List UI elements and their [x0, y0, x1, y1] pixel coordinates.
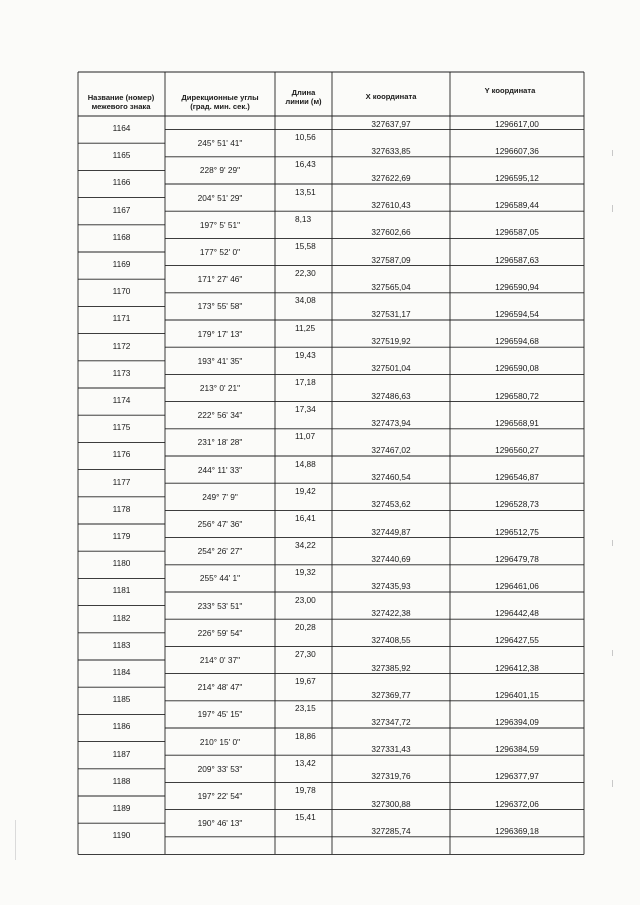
- x-coordinate-cell: 327449,87: [371, 526, 411, 537]
- x-coordinate-cell: 327440,69: [371, 553, 411, 564]
- point-name-cell: 1186: [112, 721, 131, 732]
- x-coordinate-cell: 327460,54: [371, 472, 411, 483]
- line-length-cell: 19,43: [295, 349, 316, 360]
- direction-angle-cell: 255° 44' 1": [199, 573, 241, 584]
- y-coordinate-cell: 1296377,97: [495, 771, 539, 782]
- direction-angle-cell: 209° 33' 53": [197, 763, 243, 774]
- point-name-cell: 1168: [112, 231, 131, 242]
- line-length-cell: 34,22: [295, 540, 316, 551]
- point-name-cell: 1187: [112, 748, 131, 759]
- x-coordinate-cell: 327602,66: [371, 227, 411, 238]
- y-coordinate-cell: 1296461,06: [495, 581, 539, 591]
- direction-angle-cell: 171° 27' 46": [197, 274, 243, 285]
- x-coordinate-cell: 327501,04: [371, 363, 411, 374]
- x-coordinate-cell: 327347,72: [371, 717, 411, 727]
- point-name-cell: 1179: [112, 531, 131, 541]
- direction-angle-cell: 210° 15' 0": [199, 736, 241, 747]
- scan-mark: [612, 540, 613, 546]
- line-length-cell: 14,88: [295, 458, 316, 469]
- point-name-cell: 1181: [112, 585, 131, 596]
- point-name-cell: 1175: [112, 422, 131, 433]
- scan-mark: [612, 780, 613, 787]
- x-coordinate-cell: 327435,93: [371, 581, 411, 591]
- y-coordinate-cell: 1296594,54: [495, 309, 539, 319]
- direction-angle-cell: 213° 0' 21": [199, 383, 241, 393]
- direction-angle-cell: 233° 53' 51": [197, 600, 243, 611]
- header-x: X координата: [365, 92, 417, 101]
- header-y: Y координата: [484, 86, 536, 95]
- line-length-cell: 16,43: [295, 159, 316, 170]
- header-angle: Дирекционные углы (град. мин. сек.): [181, 93, 259, 112]
- direction-angle-cell: 214° 48' 47": [197, 682, 243, 693]
- point-name-cell: 1182: [112, 612, 131, 623]
- point-name-cell: 1178: [112, 503, 131, 514]
- direction-angle-cell: 249° 7' 9": [202, 491, 238, 502]
- line-length-cell: 23,00: [295, 594, 316, 605]
- point-name-cell: 1164: [112, 123, 131, 133]
- direction-angle-cell: 245° 51' 41": [197, 138, 243, 149]
- x-coordinate-cell: 327385,92: [371, 662, 411, 673]
- direction-angle-cell: 179° 17' 13": [197, 328, 243, 339]
- line-length-cell: 15,58: [295, 241, 316, 251]
- y-coordinate-cell: 1296401,15: [495, 689, 539, 700]
- direction-angle-cell: 231° 18' 28": [197, 437, 243, 448]
- x-coordinate-cell: 327519,92: [371, 336, 411, 347]
- point-name-cell: 1190: [112, 830, 131, 841]
- point-name-cell: 1189: [112, 803, 131, 813]
- point-name-cell: 1170: [112, 286, 131, 297]
- point-name-cell: 1177: [112, 476, 131, 487]
- x-coordinate-cell: 327422,38: [371, 608, 411, 619]
- direction-angle-cell: 256° 47' 36": [197, 519, 243, 529]
- y-coordinate-cell: 1296394,09: [495, 717, 539, 727]
- y-coordinate-cell: 1296587,63: [495, 254, 539, 265]
- x-coordinate-cell: 327408,55: [371, 635, 411, 646]
- x-coordinate-cell: 327331,43: [371, 744, 411, 755]
- scan-mark: [15, 820, 16, 860]
- line-length-cell: 23,15: [295, 703, 316, 714]
- x-coordinate-cell: 327637,97: [371, 118, 411, 129]
- direction-angle-cell: 214° 0' 37": [199, 655, 241, 665]
- line-length-cell: 13,42: [295, 757, 316, 768]
- y-coordinate-cell: 1296568,91: [495, 417, 539, 428]
- x-coordinate-cell: 327610,43: [371, 200, 411, 211]
- y-coordinate-cell: 1296369,18: [495, 825, 539, 836]
- line-length-cell: 19,32: [295, 567, 316, 578]
- direction-angle-cell: 254° 26' 27": [197, 546, 243, 557]
- line-length-cell: 13,51: [295, 186, 316, 197]
- y-coordinate-cell: 1296528,73: [495, 499, 539, 510]
- point-name-cell: 1173: [112, 367, 131, 378]
- direction-angle-cell: 177° 52' 0": [199, 247, 241, 257]
- point-name-cell: 1176: [112, 449, 131, 460]
- y-coordinate-cell: 1296427,55: [495, 635, 539, 646]
- direction-angle-cell: 226° 59' 54": [197, 627, 243, 638]
- y-coordinate-cell: 1296589,44: [495, 200, 539, 211]
- x-coordinate-cell: 327319,76: [371, 771, 411, 782]
- point-name-cell: 1184: [112, 667, 131, 677]
- point-name-cell: 1166: [112, 177, 131, 188]
- y-coordinate-cell: 1296587,05: [495, 227, 539, 238]
- point-name-cell: 1174: [112, 395, 131, 405]
- direction-angle-cell: 173° 55' 58": [197, 301, 243, 312]
- line-length-cell: 27,30: [295, 649, 316, 659]
- y-coordinate-cell: 1296512,75: [495, 526, 539, 537]
- x-coordinate-cell: 327531,17: [371, 309, 411, 319]
- direction-angle-cell: 197° 45' 15": [197, 709, 243, 720]
- line-length-cell: 17,34: [295, 404, 316, 415]
- x-coordinate-cell: 327473,94: [371, 417, 411, 428]
- x-coordinate-cell: 327565,04: [371, 281, 411, 292]
- x-coordinate-cell: 327486,63: [371, 390, 411, 401]
- y-coordinate-cell: 1296546,87: [495, 472, 539, 483]
- x-coordinate-cell: 327467,02: [371, 445, 411, 455]
- y-coordinate-cell: 1296384,59: [495, 744, 539, 755]
- point-name-cell: 1185: [112, 694, 131, 705]
- point-name-cell: 1169: [112, 259, 131, 269]
- line-length-cell: 18,86: [295, 730, 316, 741]
- line-length-cell: 10,56: [295, 132, 316, 143]
- y-coordinate-cell: 1296442,48: [495, 608, 539, 619]
- x-coordinate-cell: 327633,85: [371, 145, 411, 156]
- line-length-cell: 11,25: [295, 322, 316, 333]
- line-length-cell: 16,41: [295, 513, 316, 523]
- point-name-cell: 1188: [112, 775, 131, 786]
- direction-angle-cell: 193° 41' 35": [197, 355, 243, 366]
- x-coordinate-cell: 327587,09: [371, 254, 411, 265]
- y-coordinate-cell: 1296590,94: [495, 281, 539, 292]
- header-length: Длина линии (м): [285, 88, 322, 107]
- line-length-cell: 11,07: [295, 431, 316, 442]
- x-coordinate-cell: 327369,77: [371, 689, 411, 700]
- scan-mark: [612, 205, 613, 212]
- y-coordinate-cell: 1296590,08: [495, 363, 539, 374]
- y-coordinate-cell: 1296412,38: [495, 662, 539, 673]
- direction-angle-cell: 190° 46' 13": [197, 818, 243, 829]
- point-name-cell: 1167: [112, 204, 131, 215]
- line-length-cell: 19,78: [295, 785, 316, 795]
- point-name-cell: 1180: [112, 558, 131, 569]
- y-coordinate-cell: 1296372,06: [495, 798, 539, 809]
- line-length-cell: 19,42: [295, 485, 316, 496]
- y-coordinate-cell: 1296479,78: [495, 553, 539, 564]
- point-name-cell: 1165: [112, 150, 131, 161]
- direction-angle-cell: 204° 51' 29": [197, 192, 243, 203]
- line-length-cell: 17,18: [295, 377, 316, 387]
- scan-mark: [612, 650, 613, 656]
- y-coordinate-cell: 1296595,12: [495, 173, 539, 183]
- x-coordinate-cell: 327285,74: [371, 825, 411, 836]
- direction-angle-cell: 222° 56' 34": [197, 410, 243, 421]
- line-length-cell: 19,67: [295, 676, 316, 687]
- scan-mark: [612, 150, 613, 156]
- line-length-cell: 22,30: [295, 268, 316, 279]
- line-length-cell: 20,28: [295, 621, 316, 632]
- direction-angle-cell: 197° 22' 54": [197, 791, 243, 801]
- header-name: Название (номер) межевого знака: [87, 93, 155, 112]
- line-length-cell: 8,13: [295, 213, 312, 224]
- line-length-cell: 34,08: [295, 295, 316, 306]
- x-coordinate-cell: 327622,69: [371, 173, 411, 183]
- point-name-cell: 1172: [112, 340, 131, 351]
- point-name-cell: 1171: [112, 313, 131, 324]
- line-length-cell: 15,41: [295, 812, 316, 823]
- y-coordinate-cell: 1296560,27: [495, 445, 539, 455]
- x-coordinate-cell: 327300,88: [371, 798, 411, 809]
- x-coordinate-cell: 327453,62: [371, 499, 411, 510]
- y-coordinate-cell: 1296607,36: [495, 145, 539, 156]
- y-coordinate-cell: 1296617,00: [495, 118, 539, 129]
- direction-angle-cell: 244° 11' 33": [197, 464, 243, 475]
- direction-angle-cell: 197° 5' 51": [199, 219, 241, 230]
- direction-angle-cell: 228° 9' 29": [199, 165, 241, 176]
- point-name-cell: 1183: [112, 639, 131, 650]
- y-coordinate-cell: 1296594,68: [495, 336, 539, 347]
- y-coordinate-cell: 1296580,72: [495, 390, 539, 401]
